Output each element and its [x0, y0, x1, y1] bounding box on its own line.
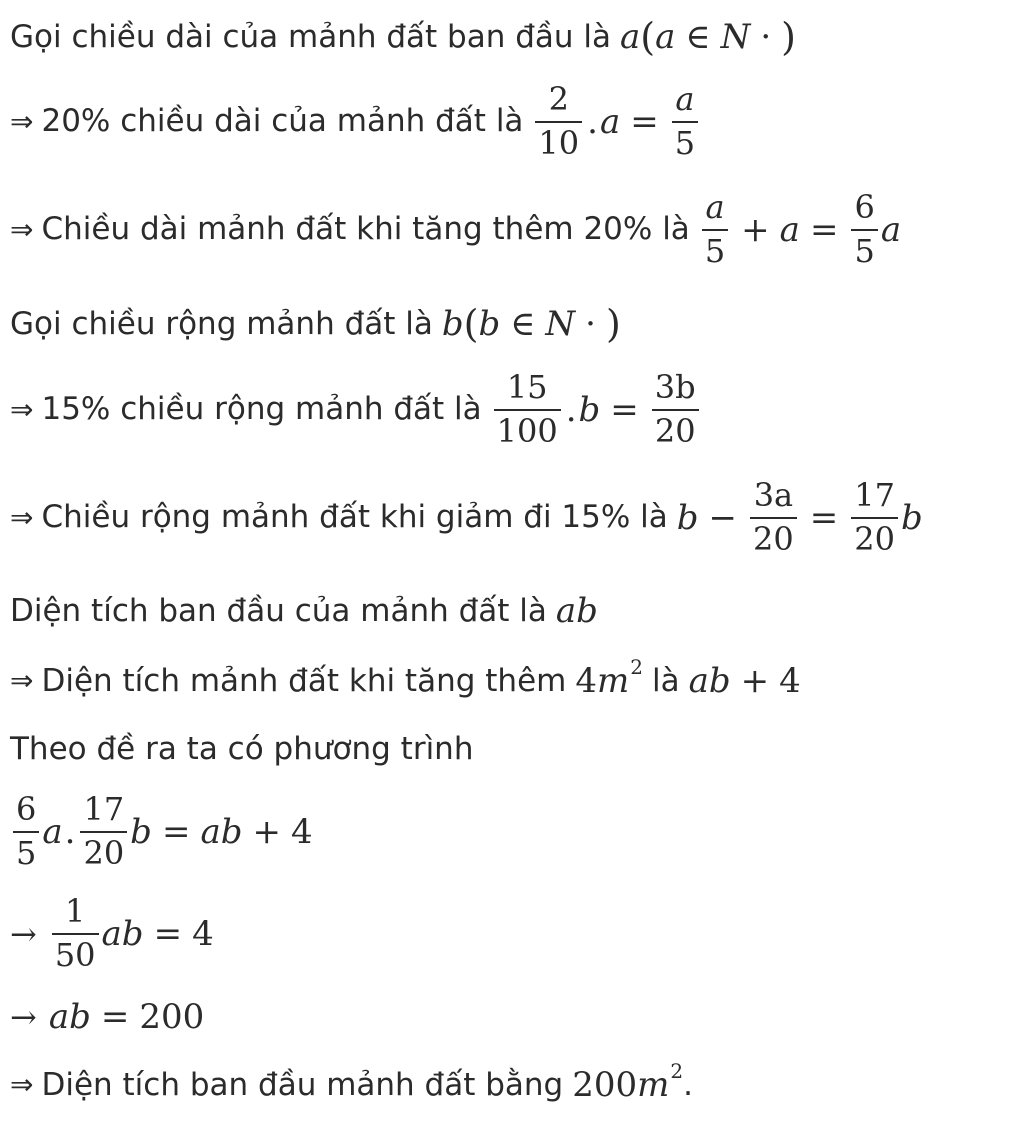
element-of-symbol: ∈ [510, 304, 536, 344]
line-11-simplified [10, 894, 214, 974]
implies-arrow-icon: ⇒ [10, 1068, 34, 1101]
line-8-const-4: 4 [779, 661, 801, 701]
line-13-exponent: 2 [670, 1059, 684, 1083]
line-7-expr-ab: ab [555, 591, 598, 631]
close-paren: ) [605, 302, 621, 346]
line-6-decreased-width [10, 478, 923, 558]
implies-arrow-icon: ⇒ [10, 664, 34, 697]
line-8-text-1: Diện tích mảnh đất khi tăng thêm [41, 662, 567, 699]
dot-symbol: · [760, 17, 772, 57]
equals-sign: = [630, 101, 659, 142]
line-4-define-width [10, 302, 621, 346]
line-4-var-b: b [441, 304, 464, 344]
denominator: 20 [83, 833, 125, 872]
open-paren: ( [463, 302, 479, 346]
denominator: 5 [674, 123, 696, 162]
fraction-3a-over-20 [750, 478, 797, 558]
numerator: 17 [854, 476, 895, 514]
denominator: 5 [704, 231, 726, 270]
fraction-17-over-20 [851, 478, 898, 558]
element-of-symbol: ∈ [685, 17, 711, 57]
set-n: N [720, 17, 751, 57]
fraction-bar [672, 121, 698, 123]
fraction-6-over-5 [851, 190, 877, 270]
multiply-dot: . [64, 811, 76, 852]
line-12-result [10, 997, 205, 1037]
plus-sign: + [740, 661, 770, 701]
line-8-num-4: 4 [575, 661, 597, 701]
fraction-bar [535, 121, 582, 123]
fraction-17-over-20 [80, 792, 127, 872]
numerator: 6 [16, 790, 37, 828]
plus-sign: + [741, 209, 770, 250]
fraction-bar [494, 409, 561, 411]
numerator: 1 [64, 892, 86, 930]
line-6-text: Chiều rộng mảnh đất khi giảm đi 15% là [41, 499, 668, 536]
numerator: 2 [548, 80, 569, 118]
line-7-text: Diện tích ban đầu của mảnh đất là [10, 592, 547, 629]
multiply-dot: . [565, 389, 577, 430]
line-1-define-length [10, 15, 796, 59]
fraction-2-over-10 [535, 82, 582, 162]
line-5-text: 15% chiều rộng mảnh đất là [41, 391, 482, 428]
numerator: a [705, 188, 725, 226]
line-10-expr-ab: ab [200, 811, 243, 852]
line-5-fifteen-percent-width [10, 370, 702, 450]
implies-arrow-icon: ⇒ [10, 104, 34, 138]
numerator: 3a [753, 476, 794, 514]
fraction-1-over-50 [52, 894, 99, 974]
line-2-twenty-percent-length [10, 82, 701, 162]
line-2-var-a: a [599, 101, 621, 142]
line-6-var-b: b [676, 497, 699, 538]
line-13-text: Diện tích ban đầu mảnh đất bằng [41, 1066, 564, 1103]
numerator: 17 [83, 790, 125, 828]
denominator: 20 [654, 411, 696, 450]
line-13-num-200: 200 [572, 1065, 638, 1105]
dot-symbol: · [585, 304, 596, 344]
multiply-dot: . [587, 101, 598, 142]
line-13-period: . [683, 1066, 693, 1103]
line-4-text: Gọi chiều rộng mảnh đất là [10, 305, 433, 342]
line-3-var-a-result: a [880, 209, 902, 250]
line-8-unit-m: m [596, 661, 630, 701]
line-10-var-a: a [42, 811, 63, 852]
fraction-bar [652, 409, 699, 411]
denominator: 20 [753, 519, 794, 558]
fraction-15-over-100 [494, 370, 561, 450]
equals-sign: = [809, 497, 839, 538]
implies-arrow-icon: ⇒ [10, 392, 34, 426]
fraction-a-over-5 [702, 190, 728, 270]
line-1-text: Gọi chiều dài của mảnh đất ban đầu là [10, 18, 612, 55]
line-12-expr-ab: ab [48, 997, 91, 1037]
denominator: 100 [496, 411, 558, 450]
line-8-increased-area [10, 655, 801, 701]
implies-arrow-icon: ⇒ [10, 500, 34, 534]
implies-arrow-icon: ⇒ [10, 212, 34, 246]
fraction-bar [851, 517, 898, 519]
open-paren: ( [640, 15, 656, 59]
line-11-expr-ab: ab [101, 913, 144, 954]
equals-sign: = [610, 389, 639, 430]
denominator: 5 [16, 833, 37, 872]
set-n: N [545, 304, 576, 344]
line-7-original-area [10, 591, 598, 631]
equals-sign: = [100, 997, 130, 1037]
denominator: 20 [854, 519, 895, 558]
line-11-const-4: 4 [192, 913, 214, 954]
fraction-bar [851, 229, 877, 231]
line-2-text: 20% chiều dài của mảnh đất là [41, 103, 524, 140]
denominator: 10 [538, 123, 580, 162]
equals-sign: = [161, 811, 191, 852]
line-6-var-b-result: b [900, 497, 923, 538]
denominator: 5 [854, 231, 875, 270]
right-arrow-icon: → [10, 998, 37, 1036]
close-paren: ) [781, 15, 796, 59]
line-3-increased-length [10, 190, 901, 270]
line-13-conclusion [10, 1059, 693, 1105]
fraction-bar [750, 517, 797, 519]
plus-sign: + [252, 811, 281, 852]
fraction-bar [13, 831, 39, 833]
numerator: 3b [654, 368, 696, 406]
denominator: 50 [54, 935, 96, 974]
line-3-var-a: a [779, 209, 800, 250]
line-13-unit-m: m [637, 1065, 670, 1105]
line-12-const-200: 200 [139, 997, 205, 1037]
line-10-var-b: b [130, 811, 152, 852]
fraction-bar [702, 229, 728, 231]
line-1-var-a: a [620, 17, 641, 57]
line-4-var-b-inner: b [478, 304, 501, 344]
line-8-exponent: 2 [630, 655, 643, 679]
fraction-bar [52, 933, 99, 935]
numerator: a [675, 80, 695, 118]
equals-sign: = [153, 913, 183, 954]
numerator: 15 [506, 368, 548, 406]
line-10-equation [10, 792, 313, 872]
minus-sign: − [708, 497, 738, 538]
line-1-var-a-inner: a [655, 17, 676, 57]
line-10-const-4: 4 [290, 811, 313, 852]
fraction-3b-over-20 [652, 370, 699, 450]
numerator: 6 [854, 188, 875, 226]
fraction-a-over-5 [672, 82, 698, 162]
right-arrow-icon: → [10, 914, 37, 953]
line-9-equation-intro [10, 731, 474, 767]
line-8-text-2: là [651, 662, 680, 699]
fraction-6-over-5 [13, 792, 39, 872]
line-9-text: Theo đề ra ta có phương trình [10, 731, 474, 767]
line-3-text: Chiều dài mảnh đất khi tăng thêm 20% là [41, 211, 690, 248]
equals-sign: = [809, 209, 839, 250]
line-5-var-b: b [578, 389, 601, 430]
fraction-bar [80, 831, 127, 833]
line-8-expr-ab: ab [688, 661, 731, 701]
